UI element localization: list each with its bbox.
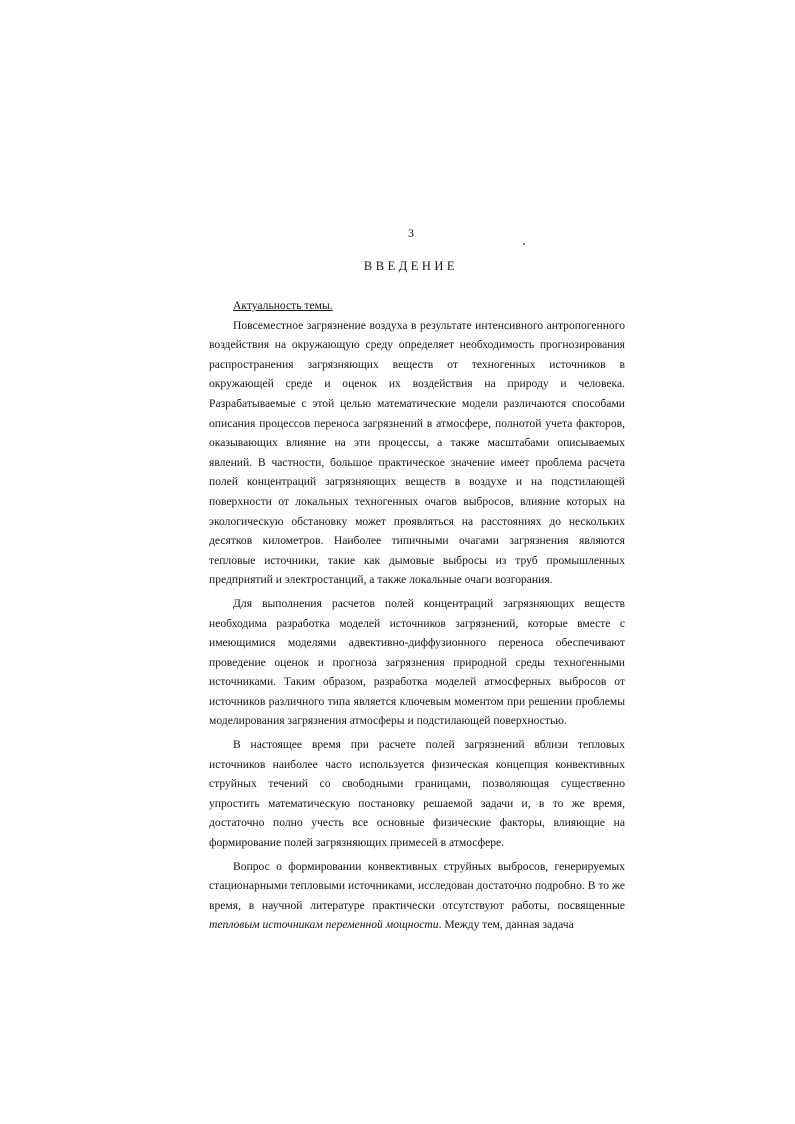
paragraph-3: В настоящее время при расчете полей загрязнений вблизи тепловых источников наиболее часто используется физическая концепция конвективных струйных течений со свободными границами, позволяющая существенно упростить математическую постановку решаемой задачи и, в то же время, достаточно полно учесть все основные физические факторы, влияющие на формирование полей загрязняющих примесей в атмосфере. [209,738,625,850]
body-text [209,296,625,935]
paragraph-4 [209,857,625,935]
paragraph-2: Для выполнения расчетов полей концентраций загрязняющих веществ необходима разработка моделей источников загрязнений, которые вместе с имеющимися моделями адвективно-диффузионного переноса обеспечивают проведение оценок и прогноза загрязнения природной среды техногенными источниками. Таким образом, разработка моделей атмосферных выбросов от источников различного типа является ключевым моментом при решении проблемы моделирования загрязнения атмосферы и подстилающей поверхностью. [209,596,625,728]
paragraph-4-text-end: . Между тем, данная задача [438,918,574,932]
section-title: ВВЕДЕНИЕ [363,259,459,273]
paragraph-4-emphasis: тепловым источникам переменной мощности [209,918,439,932]
subheading: Актуальность темы. [233,299,333,312]
paragraph-4-text: Вопрос о формировании конвективных струйных выбросов, генерируемых стационарными тепловыми источниками, исследован достаточно подробно. В то же время, в научной литературе практически отсутствуют работы, посвященные [209,859,625,912]
scan-speck [523,243,525,245]
page-number: 3 [408,226,414,240]
paragraph-1: Повсеместное загрязнение воздуха в результате интенсивного антропогенного воздействия на окружающую среду определяет необходимость прогнозирования распространения загрязняющих веществ от техногенных источников в окружающей среде и оценок их воздействия на природу и человека. Разрабатываемые с этой целью математические модели различаются способами описания процессов переноса загрязнений в атмосфере, полнотой учета факторов, оказывающих влияние на эти процессы, а также масштабами описываемых явлений. В частности, большое практическое значение имеет проблема расчета полей концентраций загрязняющих веществ в воздухе и на подстилающей поверхности от локальных техногенных очагов выбросов, влияние которых на экологическую обстановку может проявляться на расстояниях до нескольких десятков километров. Наиболее типичными очагами загрязнения являются тепловые источники, такие как дымовые выбросы из труб промышленных предприятий и электростанций, а также локальные очаги возгорания. [209,318,625,587]
